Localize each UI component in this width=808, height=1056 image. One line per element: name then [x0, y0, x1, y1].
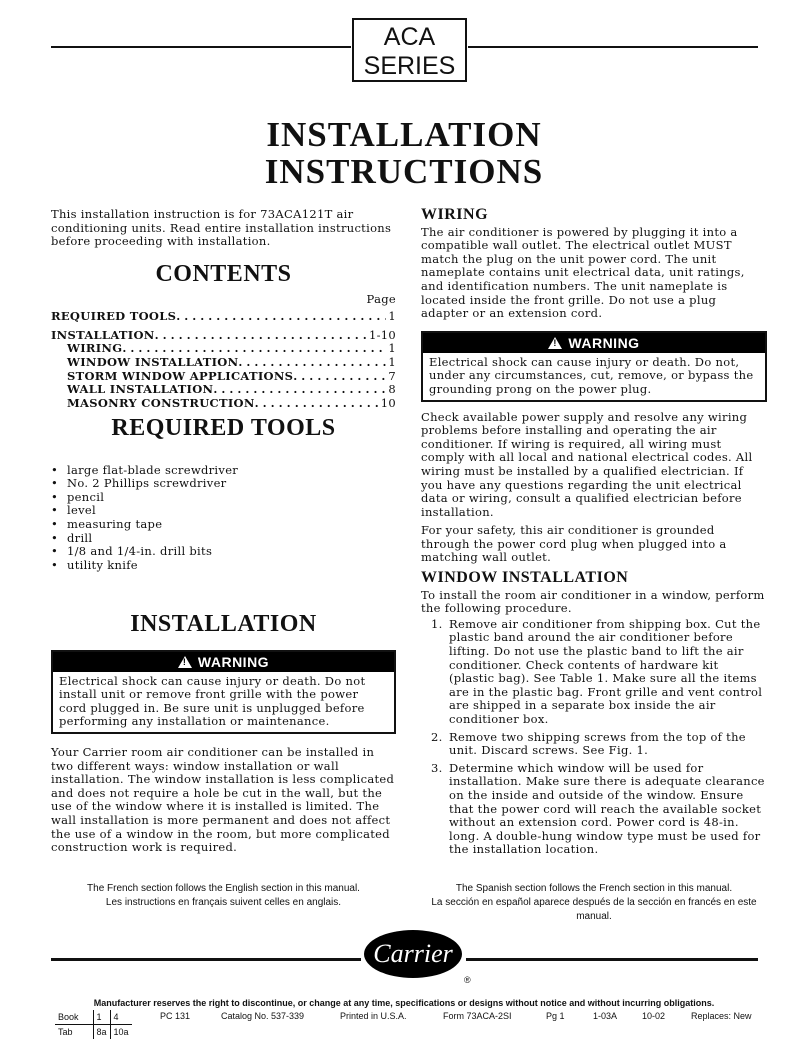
list-item: • large flat-blade screwdriver	[51, 464, 396, 478]
toc-page: 8	[388, 383, 396, 397]
toc-label: INSTALLATION	[51, 328, 155, 342]
contents-section	[51, 261, 396, 410]
required-tools-heading: REQUIRED TOOLS	[111, 415, 336, 441]
toc-page: 1	[388, 310, 396, 324]
page-title	[0, 116, 808, 190]
wiring-warning-title: WARNING	[568, 334, 640, 351]
note-left-fr: Les instructions en français suivent celles en anglais.	[105, 897, 342, 908]
tab-label: Tab	[58, 1027, 73, 1037]
toc-row	[51, 310, 396, 324]
wiring-heading: WIRING	[421, 206, 489, 223]
toc-leader	[255, 397, 379, 411]
toc-label: STORM WINDOW APPLICATIONS	[67, 369, 294, 383]
footer-date1: 1-03A	[593, 1011, 618, 1021]
step-number: 3.	[431, 760, 443, 775]
list-item: • 1/8 and 1/4-in. drill bits	[51, 545, 396, 559]
step-number: 2.	[431, 729, 443, 744]
note-left-en: The French section follows the English section in this manual.	[87, 883, 360, 894]
window-installation-section	[421, 571, 767, 861]
series-line1: ACA	[383, 23, 436, 51]
toc-label: WALL INSTALLATION	[67, 383, 214, 397]
step-item	[421, 762, 767, 857]
toc-page: 1-10	[368, 328, 396, 342]
step-item	[421, 618, 767, 727]
list-item: • measuring tape	[51, 518, 396, 532]
note-right-en: The Spanish section follows the French section in this manual.	[455, 883, 733, 894]
toc-label: MASONRY CONSTRUCTION	[67, 396, 255, 410]
toc-row	[51, 329, 396, 343]
wiring-paragraph-3: For your safety, this air conditioner is grounded through the power cord plug when plugged into a matching wall outlet.	[421, 523, 727, 565]
toc-leader	[213, 383, 386, 397]
note-right-es: La sección en español aparece después de la sección en francés en este manual.	[431, 897, 757, 922]
toc-page: 7	[388, 369, 396, 383]
list-item: • drill	[51, 532, 396, 546]
disclaimer: Manufacturer reserves the right to discontinue, or change at any time, specifications or designs without notice and without incurring obligations.	[93, 998, 715, 1008]
toc-leader	[238, 356, 386, 370]
list-item: • pencil	[51, 491, 396, 505]
series-line2: SERIES	[363, 52, 456, 80]
toc-leader	[293, 370, 386, 384]
contents-page-label: Page	[366, 291, 396, 306]
bottom-rule-left	[51, 958, 361, 961]
installation-body: Your Carrier room air conditioner can be installed in two different ways: window installation or wall installation. The window installation is less complicated and does not require a hole be cut in the wall, but the use of the window where it is installed is limited. The wall installation is more permanent and does not affect the use of a window in the room, but more complicated construction work is required.	[51, 744, 395, 855]
window-installation-steps	[421, 618, 767, 857]
wiring-warning-box	[421, 331, 767, 402]
toc-page: 1	[388, 342, 396, 356]
toc-leader	[155, 329, 367, 343]
step-text: Remove air conditioner from shipping box. Cut the plastic band around the air conditioner before lifting. Do not use the plastic band to lift the air conditioner. Check contents of hardware kit (plastic bag). See Table 1. Make sure all the items are in the plastic bag. Front grille and vent control are shipped in a separate box inside the air conditioner box.	[449, 616, 763, 726]
toc-row	[51, 342, 396, 356]
step-text: Determine which window will be used for installation. Make sure there is adequate clearance on the inside and outside of the window. Ensure that the power cord will reach the available socket without an extension cord. Power cord is 48-in. long. A double-hung window type must be used for the installation location.	[449, 760, 765, 857]
contents-heading: CONTENTS	[155, 261, 292, 287]
title-line2: INSTRUCTIONS	[264, 152, 544, 191]
footer-catalog: Catalog No. 537-339	[221, 1011, 305, 1021]
installation-heading: INSTALLATION	[130, 611, 317, 637]
toc-label: REQUIRED TOOLS	[51, 310, 177, 324]
book-tab-table	[55, 1010, 132, 1039]
book-label: Book	[55, 1010, 93, 1025]
toc-label: WINDOW INSTALLATION	[67, 355, 239, 369]
tab-a: 8a	[93, 1025, 110, 1040]
list-item: • No. 2 Phillips screwdriver	[51, 477, 396, 491]
step-number: 1.	[431, 616, 443, 631]
footer-printed: Printed in U.S.A.	[340, 1011, 407, 1021]
toc-row	[51, 383, 396, 397]
top-rule-right	[468, 46, 758, 48]
installation-section	[51, 611, 396, 855]
wiring-section	[421, 208, 767, 565]
toc-page: 10	[380, 396, 396, 410]
installation-warning-box	[51, 650, 396, 734]
wiring-warning-text: Electrical shock can cause injury or death. Do not, under any circumstances, cut, remove, or bypass the grounding prong on the power plug.	[429, 354, 754, 396]
wiring-paragraph-2: Check available power supply and resolve any wiring problems before installing and operating the air conditioner. If wiring is required, all wiring must comply with all local and national electrical codes. All wiring must be installed by a qualified electrician. If you have any questions regarding the unit electrical data or wiring, consult a qualified electrician before installation.	[421, 409, 753, 519]
wiring-paragraph-1: The air conditioner is powered by plugging it into a compatible wall outlet. The electrical outlet MUST match the plug on the unit power cord. The unit nameplate contains unit electrical data, unit ratings, and identification numbers. The unit nameplate is located inside the front grille. Do not use a plug adapter or an extension cord.	[421, 224, 745, 321]
footer-pc: PC 131	[160, 1011, 191, 1021]
wiring-warning-header	[423, 333, 765, 353]
toc-page: 1	[388, 355, 396, 369]
warning-title: WARNING	[197, 653, 270, 670]
title-line1: INSTALLATION	[266, 115, 542, 154]
footer-date2: 10-02	[642, 1011, 666, 1021]
bottom-rule-right	[466, 958, 758, 961]
warning-triangle-icon	[548, 337, 562, 349]
language-note-left	[51, 882, 396, 910]
tab-b: 10a	[110, 1025, 132, 1040]
top-rule-left	[51, 46, 351, 48]
warning-header	[53, 652, 394, 672]
book-b: 4	[110, 1010, 132, 1025]
language-note-right	[421, 882, 767, 924]
table-of-contents	[51, 310, 396, 410]
toc-leader	[176, 310, 386, 324]
warning-triangle-icon	[178, 656, 192, 668]
footer-replaces: Replaces: New	[691, 1011, 752, 1021]
toc-row	[51, 370, 396, 384]
intro-paragraph	[51, 208, 396, 249]
list-item: • utility knife	[51, 559, 396, 573]
window-installation-heading: WINDOW INSTALLATION	[421, 569, 629, 586]
warning-text: Electrical shock can cause injury or death. Do not install unit or remove front grille with the power cord plugged in. Be sure unit is unplugged before performing any installation or maintenance.	[59, 673, 366, 729]
footer-form: Form 73ACA-2SI	[443, 1011, 512, 1021]
toc-row	[51, 397, 396, 411]
footer-pg: Pg 1	[546, 1011, 565, 1021]
tools-list	[51, 464, 396, 573]
series-box	[352, 18, 467, 82]
registered-mark: ®	[464, 975, 471, 985]
intro-text: This installation instruction is for 73ACA121T air conditioning units. Read entire installation instructions before proceeding with installation.	[51, 207, 392, 249]
toc-label: WIRING	[67, 342, 123, 356]
step-text: Remove two shipping screws from the top of the unit. Discard screws. See Fig. 1.	[449, 729, 746, 758]
toc-leader	[122, 342, 386, 356]
book-a: 1	[93, 1010, 110, 1025]
list-item: • level	[51, 504, 396, 518]
step-item	[421, 731, 767, 758]
required-tools-section	[51, 415, 396, 572]
window-installation-intro: To install the room air conditioner in a window, perform the following procedure.	[421, 587, 765, 616]
carrier-logo: Carrier	[364, 930, 462, 978]
toc-row	[51, 356, 396, 370]
